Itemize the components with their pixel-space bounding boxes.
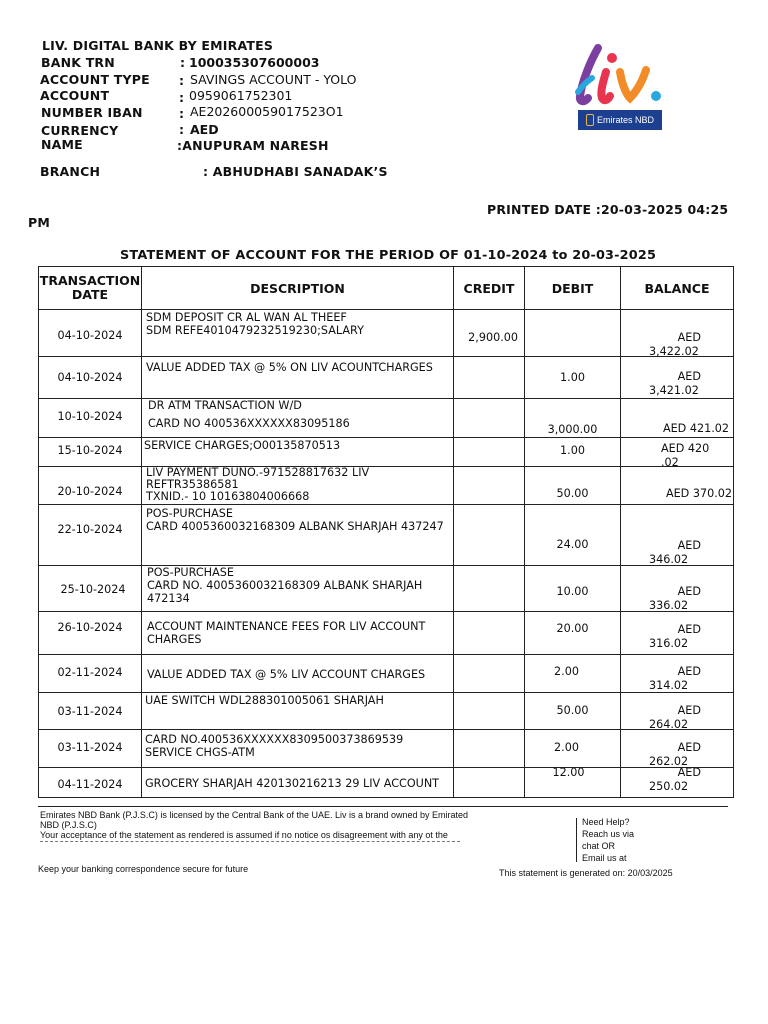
label-bank-trn: BANK TRN bbox=[41, 55, 115, 70]
sep-account: : bbox=[179, 90, 185, 105]
table-row bbox=[39, 730, 734, 768]
cell-description: VALUE ADDED TAX @ 5% LIV ACCOUNT CHARGES bbox=[142, 655, 454, 693]
cell-description: VALUE ADDED TAX @ 5% ON LIV ACOUNTCHARGES bbox=[142, 357, 454, 399]
statement-title: STATEMENT OF ACCOUNT FOR THE PERIOD OF 01-10-2024 to 20-03-2025 bbox=[120, 248, 657, 263]
footer-license-line3: Your acceptance of the statement as rendered is assumed if no notice os disagreement with any ot the bbox=[40, 830, 448, 840]
footer-license-line1: Emirates NBD Bank (P.J.S.C) is licensed by the Central Bank of the UAE. Liv is a brand owned by Emirated bbox=[40, 810, 469, 820]
cell-date: 26-10-2024 bbox=[39, 612, 142, 655]
label-account: ACCOUNT bbox=[40, 88, 110, 103]
sep-currency: : bbox=[179, 122, 185, 137]
cell-credit bbox=[454, 399, 525, 438]
table-row bbox=[39, 467, 734, 505]
label-currency: CURRENCY bbox=[41, 123, 119, 138]
help-line2: chat OR bbox=[582, 841, 616, 851]
statement-table bbox=[38, 266, 734, 798]
value-branch: : ABHUDHABI SANADAK’S bbox=[203, 164, 388, 179]
printed-date: PRINTED DATE :20-03-2025 04:25 bbox=[487, 202, 729, 217]
sep-bank-trn: : bbox=[180, 55, 186, 70]
cell-description: CARD NO.400536XXXXXX8309500373869539 SERVICE CHGS-ATM bbox=[142, 730, 454, 768]
header-date: TRANSACTION DATE bbox=[39, 267, 142, 310]
cell-balance: AED 3,421.02 bbox=[621, 357, 734, 399]
cell-credit bbox=[454, 566, 525, 612]
footer-help-divider bbox=[576, 818, 577, 862]
footer-generated: This statement is generated on: 20/03/2025 bbox=[499, 868, 673, 878]
cell-credit: 2,900.00 bbox=[454, 310, 525, 357]
cell-balance: AED 262.02 bbox=[621, 730, 734, 768]
table-row bbox=[39, 768, 734, 798]
cell-description: UAE SWITCH WDL288301005061 SHARJAH bbox=[142, 693, 454, 730]
cell-debit: 1.00 bbox=[525, 357, 621, 399]
cell-debit: 12.00 bbox=[525, 768, 621, 798]
cell-date: 03-11-2024 bbox=[39, 730, 142, 768]
header-credit: CREDIT bbox=[454, 267, 525, 310]
cell-balance: AED 420 .02 bbox=[621, 438, 734, 467]
cell-debit bbox=[525, 310, 621, 357]
cell-debit: 20.00 bbox=[525, 612, 621, 655]
cell-debit: 2.00 bbox=[525, 655, 621, 693]
cell-description: LIV PAYMENT DUNO.-971528817632 LIV REFTR35386581 TXNID.- 10 10163804006668 bbox=[142, 467, 454, 505]
help-line3: Email us at bbox=[582, 853, 627, 863]
cell-credit bbox=[454, 768, 525, 798]
cell-debit: 50.00 bbox=[525, 693, 621, 730]
footer-divider bbox=[38, 806, 728, 807]
value-name: :ANUPURAM NARESH bbox=[177, 138, 329, 153]
value-currency: AED bbox=[190, 122, 219, 137]
table-row bbox=[39, 399, 734, 438]
cell-balance: AED 314.02 bbox=[621, 655, 734, 693]
cell-credit bbox=[454, 357, 525, 399]
cell-description: POS-PURCHASE CARD NO. 4005360032168309 ALBANK SHARJAH 472134 bbox=[142, 566, 454, 612]
sep-iban: : bbox=[179, 106, 185, 121]
header-description: DESCRIPTION bbox=[142, 267, 454, 310]
cell-debit: 50.00 bbox=[525, 467, 621, 505]
table-row bbox=[39, 310, 734, 357]
cell-date: 20-10-2024 bbox=[39, 467, 142, 505]
value-iban: AE202600059017523O1 bbox=[190, 104, 344, 119]
bank-name: LIV. DIGITAL BANK BY EMIRATES bbox=[42, 38, 274, 53]
emirates-nbd-label: Emirates NBD bbox=[596, 115, 654, 125]
value-account: 0959061752301 bbox=[189, 88, 293, 103]
cell-date: 25-10-2024 bbox=[39, 566, 142, 612]
cell-balance: AED 421.02 bbox=[621, 399, 734, 438]
cell-debit: 1.00 bbox=[525, 438, 621, 467]
cell-debit: 24.00 bbox=[525, 505, 621, 566]
sep-account-type: : bbox=[179, 73, 185, 88]
cell-credit bbox=[454, 612, 525, 655]
cell-balance: AED 316.02 bbox=[621, 612, 734, 655]
label-name: NAME bbox=[41, 137, 83, 152]
cell-description: POS-PURCHASE CARD 4005360032168309 ALBANK SHARJAH 437247 bbox=[142, 505, 454, 566]
table-row bbox=[39, 357, 734, 399]
cell-balance: AED 3,422.02 bbox=[621, 310, 734, 357]
table-row bbox=[39, 612, 734, 655]
header-debit: DEBIT bbox=[525, 267, 621, 310]
cell-date: 15-10-2024 bbox=[39, 438, 142, 467]
cell-balance: AED 346.02 bbox=[621, 505, 734, 566]
emirates-nbd-mark-icon bbox=[586, 114, 594, 126]
cell-date: 04-10-2024 bbox=[39, 357, 142, 399]
cell-debit: 10.00 bbox=[525, 566, 621, 612]
footer-cutoff-line bbox=[40, 841, 460, 844]
cell-description: ACCOUNT MAINTENANCE FEES FOR LIV ACCOUNT CHARGES bbox=[142, 612, 454, 655]
footer-license-line2: NBD (P.J.S.C) bbox=[40, 820, 97, 830]
table-row bbox=[39, 655, 734, 693]
cell-date: 04-11-2024 bbox=[39, 768, 142, 798]
table-row bbox=[39, 438, 734, 467]
cell-balance: AED 264.02 bbox=[621, 693, 734, 730]
cell-balance: AED 336.02 bbox=[621, 566, 734, 612]
cell-description: DR ATM TRANSACTION W/D CARD NO 400536XXXXXX83095186 bbox=[142, 399, 454, 438]
value-account-type: SAVINGS ACCOUNT - YOLO bbox=[190, 72, 357, 87]
cell-date: 03-11-2024 bbox=[39, 693, 142, 730]
cell-credit bbox=[454, 467, 525, 505]
cell-credit bbox=[454, 438, 525, 467]
cell-description: SDM DEPOSIT CR AL WAN AL THEEF SDM REFE4010479232519230;SALARY bbox=[142, 310, 454, 357]
cell-credit bbox=[454, 505, 525, 566]
emirates-nbd-badge bbox=[578, 110, 662, 130]
printed-date-suffix: PM bbox=[28, 215, 51, 230]
table-row bbox=[39, 693, 734, 730]
table-header-row bbox=[39, 267, 734, 310]
cell-balance: AED 370.02 bbox=[621, 467, 734, 505]
cell-date: 04-10-2024 bbox=[39, 310, 142, 357]
footer-secure-note: Keep your banking correspondence secure for future bbox=[38, 864, 249, 874]
cell-date: 22-10-2024 bbox=[39, 505, 142, 566]
cell-description: GROCERY SHARJAH 420130216213 29 LIV ACCOUNT bbox=[142, 768, 454, 798]
help-line1: Reach us via bbox=[582, 829, 635, 839]
label-account-type: ACCOUNT TYPE bbox=[40, 72, 150, 87]
table-row bbox=[39, 505, 734, 566]
cell-date: 02-11-2024 bbox=[39, 655, 142, 693]
cell-date: 10-10-2024 bbox=[39, 399, 142, 438]
label-branch: BRANCH bbox=[40, 164, 101, 179]
header-balance: BALANCE bbox=[621, 267, 734, 310]
label-iban: NUMBER IBAN bbox=[41, 105, 143, 120]
cell-description: SERVICE CHARGES;O00135870513 bbox=[142, 438, 454, 467]
cell-debit: 2.00 bbox=[525, 730, 621, 768]
cell-debit: 3,000.00 bbox=[525, 399, 621, 438]
help-title: Need Help? bbox=[582, 817, 630, 827]
cell-balance: AED 250.02 bbox=[621, 768, 734, 798]
value-bank-trn: 100035307600003 bbox=[189, 55, 320, 70]
table-row bbox=[39, 566, 734, 612]
cell-credit bbox=[454, 693, 525, 730]
